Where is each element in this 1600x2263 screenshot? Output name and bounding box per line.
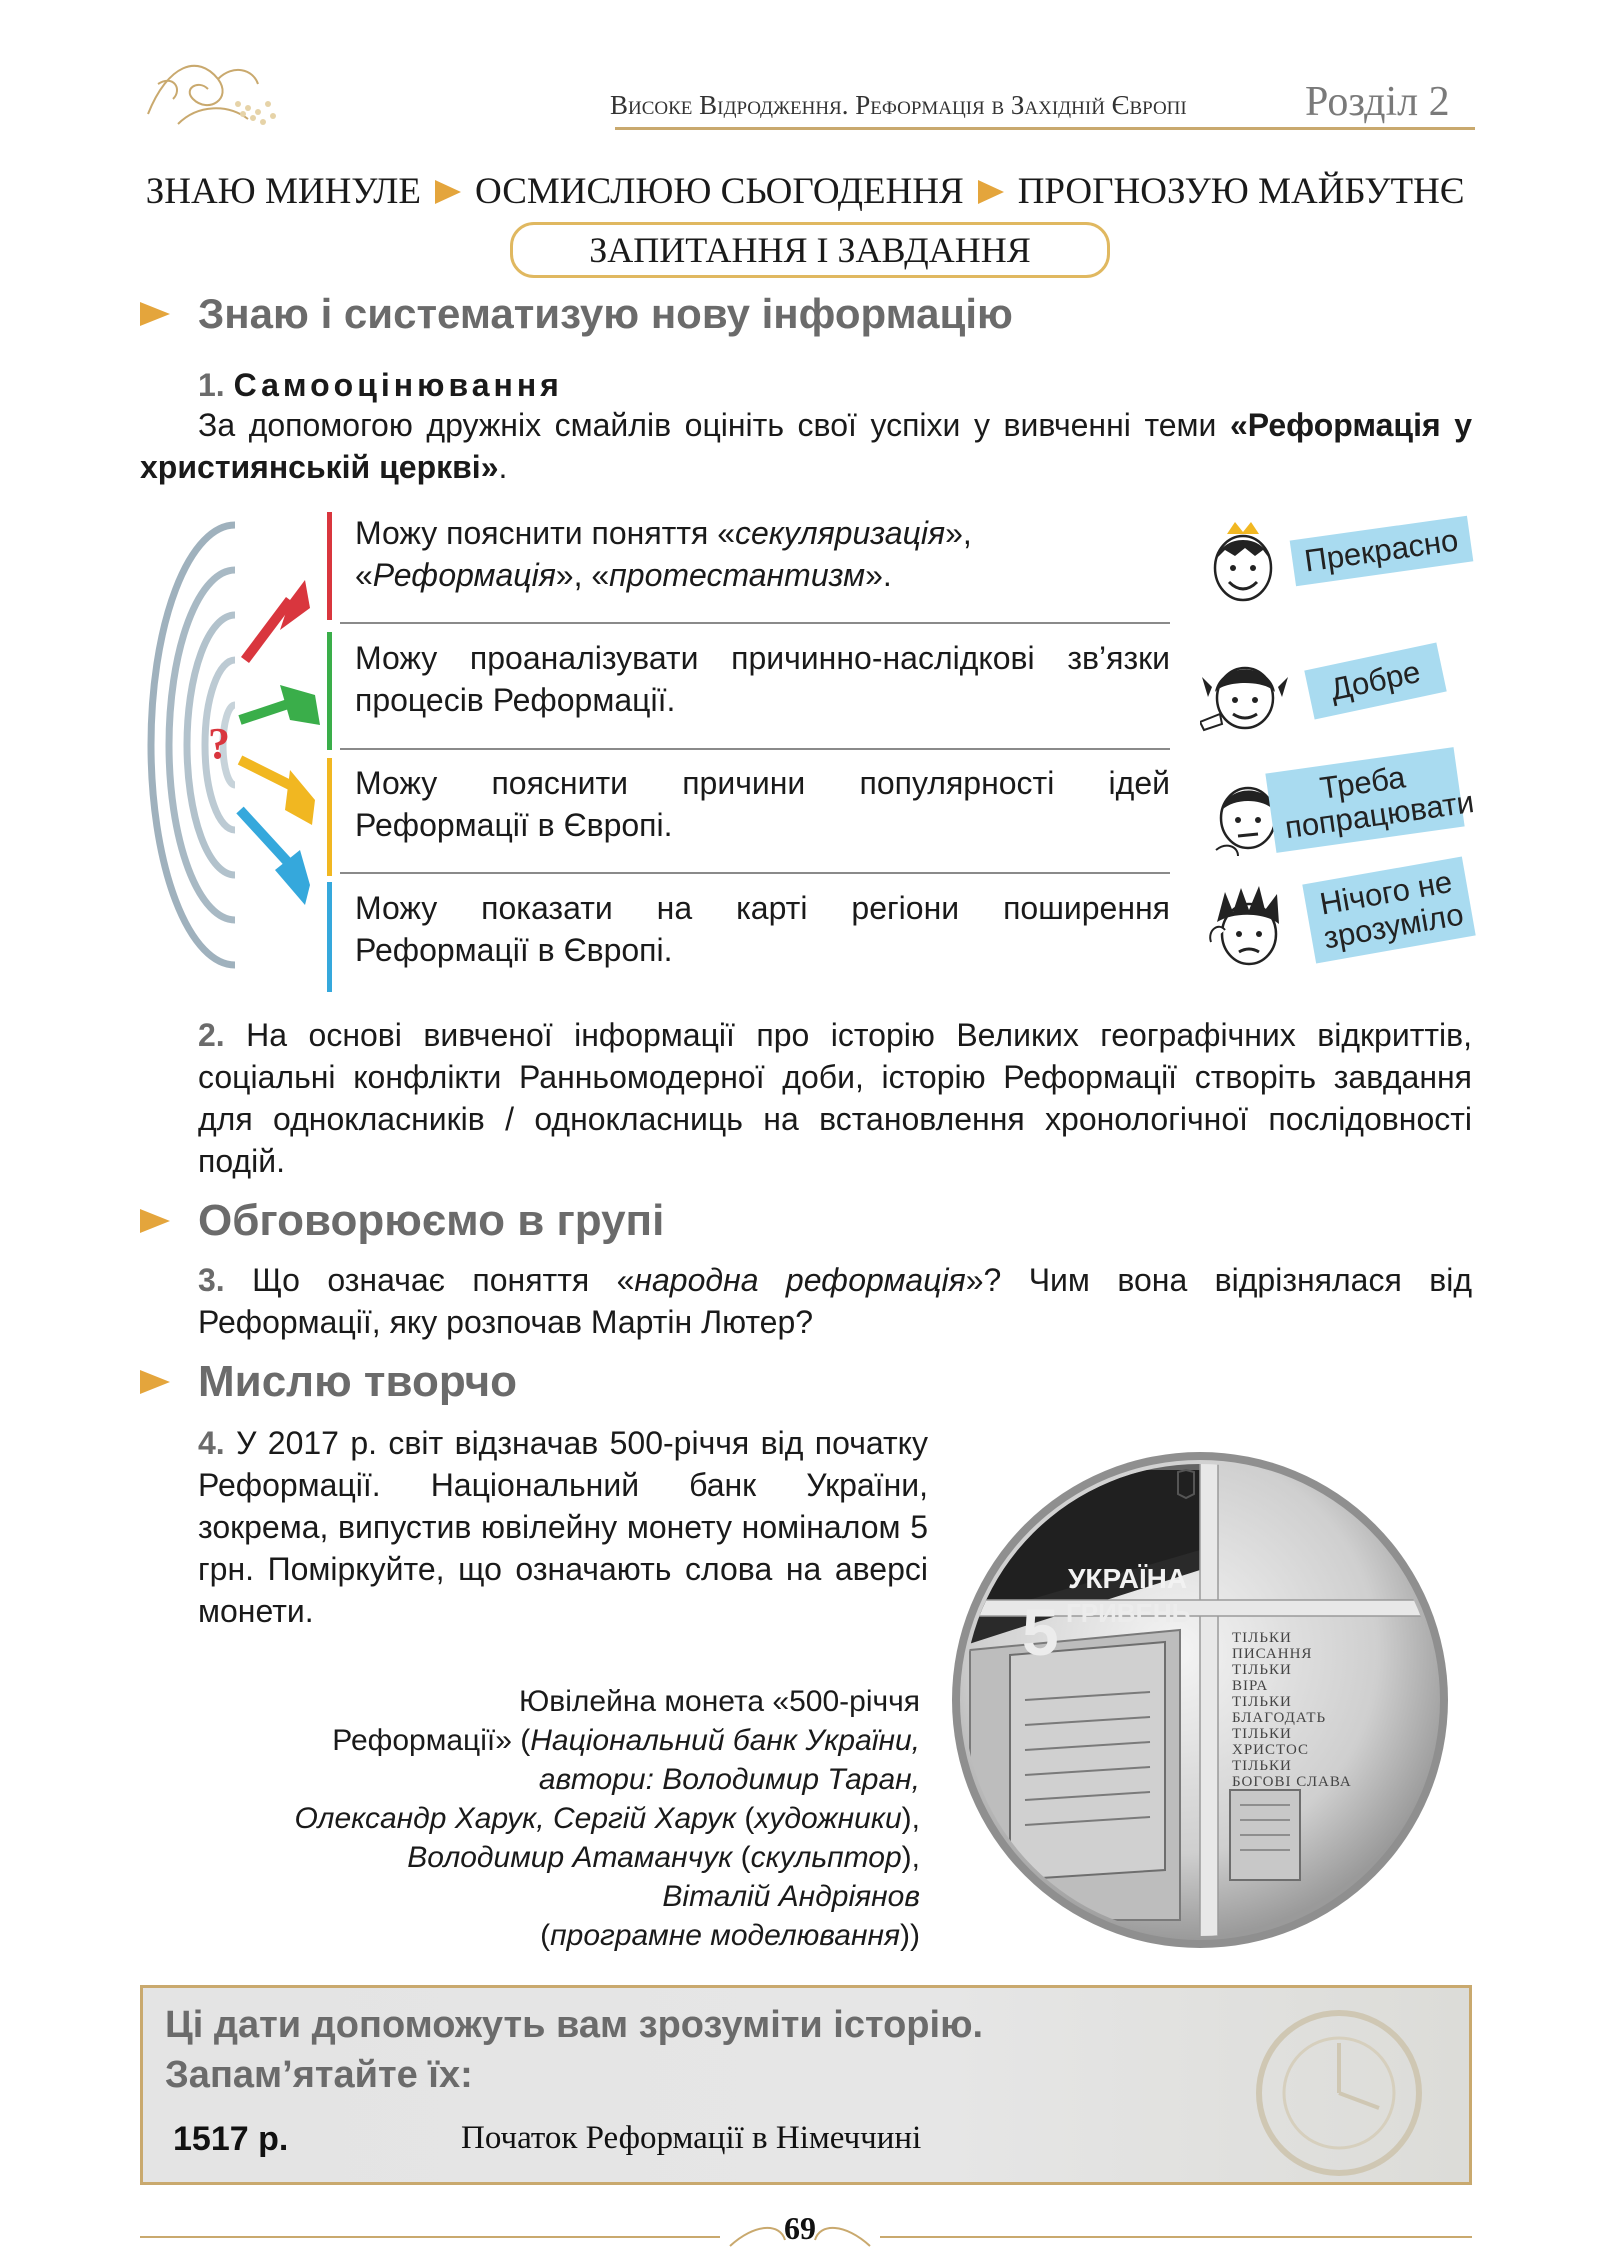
arrow-right-icon	[978, 180, 1004, 204]
good-face-icon	[1200, 652, 1290, 742]
target-arrows-graphic	[140, 510, 330, 980]
row-bar-green	[327, 632, 332, 750]
question-mark: ?	[208, 719, 230, 768]
arrow-right-icon	[435, 180, 461, 204]
row-divider	[340, 748, 1170, 750]
excellent-face-icon	[1205, 520, 1285, 610]
running-title: Високе Відродження. Реформація в Західній Європі	[610, 90, 1187, 120]
svg-text:ТІЛЬКИ: ТІЛЬКИ	[1232, 1694, 1292, 1710]
key-dates-box	[140, 1985, 1472, 2185]
coin-denomination: 5	[1022, 1595, 1059, 1669]
header-rule	[615, 127, 1475, 130]
task3: 3. Що означає поняття «народна реформація»? Чим вона відрізнялася від Реформації, яку розпочав Мартін Лютер?	[198, 1262, 1473, 1340]
assessment-row: Можу проаналізувати причинно-наслідкові зв’язки процесів Реформації.	[355, 640, 1170, 718]
banner	[145, 170, 1465, 213]
section-heading-know	[140, 290, 1013, 338]
coin-unit: ГРИВЕНЬ	[1066, 1598, 1191, 1628]
confused-face-icon	[1205, 882, 1290, 977]
commemorative-coin-image	[950, 1450, 1450, 1950]
task1-heading	[198, 364, 563, 406]
task-number: 2.	[198, 1017, 225, 1053]
assessment-row: Можу показати на карті регіони поширення Реформації в Європі.	[355, 890, 1170, 968]
rating-needs-work: Треба попрацювати	[1265, 747, 1464, 853]
row-bar-yellow	[327, 758, 332, 876]
rating-confused: Нічого не зрозуміло	[1302, 857, 1475, 964]
section-heading-think	[140, 1357, 517, 1407]
svg-text:ТІЛЬКИ: ТІЛЬКИ	[1232, 1758, 1292, 1774]
banner-item: ОСМИСЛЮЮ СЬОГОДЕННЯ	[475, 171, 964, 212]
section-arrow-icon	[140, 302, 170, 326]
section-arrow-icon	[140, 1370, 170, 1394]
chapter-label: Розділ 2	[1305, 79, 1450, 125]
svg-text:ХРИСТОС: ХРИСТОС	[1232, 1742, 1309, 1758]
task-number: 3.	[198, 1262, 225, 1298]
section-heading-discuss	[140, 1196, 664, 1246]
row-bar-blue	[327, 882, 332, 992]
svg-text:БОГОВІ СЛАВА: БОГОВІ СЛАВА	[1232, 1774, 1352, 1790]
coin-caption: Ювілейна монета «500-річчя Реформації» (Національний банк України, автори: Володимир Таран, Олександр Харук, Сергій Харук (художники), Володимир Атаманчук (скульптор), Віталій Андріянов (програмне моделювання))	[294, 1685, 920, 1952]
task4	[198, 1422, 928, 1632]
svg-text:ТІЛЬКИ: ТІЛЬКИ	[1232, 1630, 1292, 1646]
page-number: 69	[784, 2210, 816, 2246]
intro-text: За допомогою дружніх смайлів оцініть свої успіхи у вивченні теми	[198, 407, 1230, 443]
section-title: Знаю і систематизую нову інформацію	[198, 290, 1013, 337]
dates-title: Ці дати допоможуть вам зрозуміти історію. Запам’ятайте їх:	[165, 2004, 984, 2096]
section-title: Обговорюємо в групі	[198, 1196, 665, 1245]
footer-rule	[880, 2236, 1472, 2238]
section-title: Мислю творчо	[198, 1357, 518, 1406]
banner-item: ПРОГНОЗУЮ МАЙБУТНЄ	[1017, 171, 1465, 212]
intro-end: .	[498, 449, 508, 485]
row-divider	[340, 872, 1170, 874]
task-number: 1.	[198, 367, 225, 403]
questions-box: ЗАПИТАННЯ І ЗАВДАННЯ	[510, 222, 1110, 278]
rating-good: Добре	[1304, 643, 1446, 720]
date-event: Початок Реформації в Німеччині	[461, 2120, 922, 2156]
row-bar-red	[327, 512, 332, 620]
task2	[198, 1014, 1472, 1182]
row-divider	[340, 622, 1170, 624]
task-text: У 2017 р. світ відзначав 500-річчя від початку Реформації. Національний банк України, зокрема, випустив ювілейну монету номіналом 5 грн. Поміркуйте, що означають слова на аверсі монети.	[198, 1425, 929, 1629]
svg-text:ПИСАННЯ: ПИСАННЯ	[1232, 1646, 1313, 1662]
rating-excellent: Прекрасно	[1290, 516, 1473, 586]
date-year: 1517 р.	[173, 2120, 289, 2158]
task-number: 4.	[198, 1425, 225, 1461]
task-title: Самооцінювання	[233, 367, 563, 403]
assessment-row: Можу пояснити поняття «секуляризація», «Реформація», «протестантизм».	[355, 515, 972, 593]
floral-ornament-icon	[138, 44, 288, 134]
clock-watermark-icon	[1239, 1998, 1439, 2178]
svg-text:БЛАГОДАТЬ: БЛАГОДАТЬ	[1232, 1710, 1327, 1726]
footer-rule	[140, 2236, 720, 2238]
svg-text:ТІЛЬКИ: ТІЛЬКИ	[1232, 1726, 1292, 1742]
term: народна реформація	[634, 1262, 966, 1298]
assessment-row: Можу пояснити причини популярності ідей Реформації в Європі.	[355, 765, 1170, 843]
svg-text:ТІЛЬКИ: ТІЛЬКИ	[1232, 1662, 1292, 1678]
coin-country: УКРАЇНА	[1068, 1563, 1188, 1594]
task-text: На основі вивченої інформації про історію Великих географічних відкриттів, соціальні конфлікти Ранньомодерної доби, історію Реформації створіть завдання для однокласників / однокласниць на встановлення хронологічної послідовності подій.	[198, 1017, 1473, 1179]
svg-text:ВІРА: ВІРА	[1232, 1678, 1269, 1694]
topic-title: «Реформація у християнській церкві»	[140, 407, 1472, 485]
banner-item: ЗНАЮ МИНУЛЕ	[145, 171, 422, 212]
section-arrow-icon	[140, 1209, 170, 1233]
task1-intro	[140, 404, 1472, 488]
